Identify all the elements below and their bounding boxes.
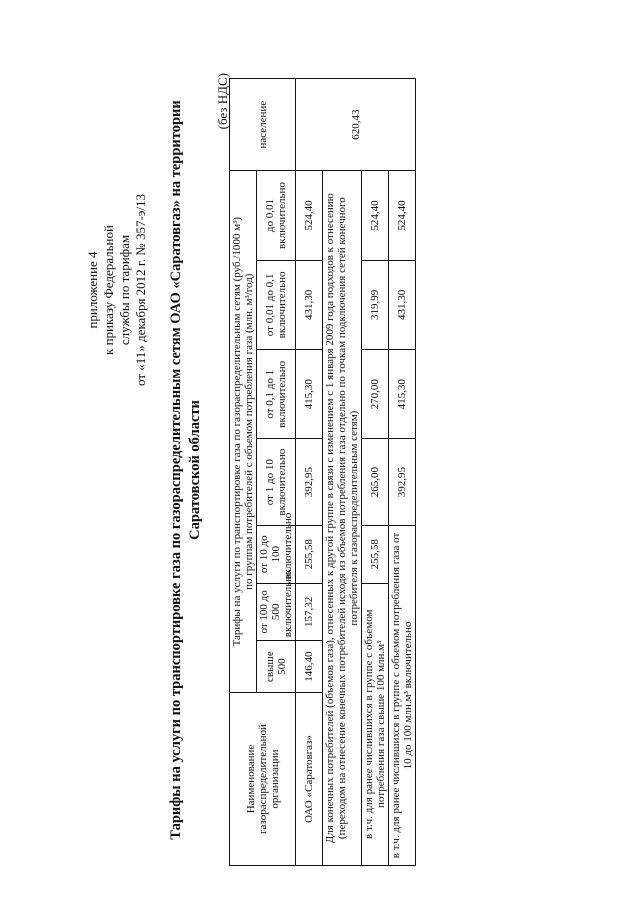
tariff-value: 265,00 xyxy=(362,439,389,525)
title-line: Саратовской области xyxy=(187,400,203,540)
header-population-cell: население xyxy=(230,79,296,171)
header-row xyxy=(230,79,257,866)
org-name-cell: ОАО «Саратовгаз» xyxy=(296,693,323,866)
document-title xyxy=(167,70,205,870)
group-header: от 10 до 100 включительно xyxy=(257,525,296,583)
tariff-value: 255,58 xyxy=(362,525,389,583)
org-row xyxy=(296,79,323,866)
tariff-value: 524,40 xyxy=(362,171,389,260)
group-header: до 0,01 включительно xyxy=(257,171,296,260)
tariff-value: 524,40 xyxy=(296,171,323,260)
population-value: 620,43 xyxy=(296,79,416,171)
tariff-value: 392,95 xyxy=(296,439,323,525)
header-tariffs-cell xyxy=(230,171,257,693)
tariff-value: 319,99 xyxy=(362,260,389,349)
appendix-line: приложение 4 xyxy=(85,251,100,329)
header-tariffs-line: Тарифы на услуги по транспортировке газа по газораспределительным сетям (руб./1000 м³) xyxy=(231,216,243,647)
header-tariffs-line: по группам потребителей с объемом потребления газа (млн. м³/год) xyxy=(243,273,255,590)
sub-row-label: в т.ч. для ранее числившихся в группе с объемом потребления газа от 10 до 100 млн.м³ включительно xyxy=(389,525,416,865)
rotated-content xyxy=(85,70,555,870)
group-header: от 100 до 500 включительно xyxy=(257,583,296,641)
tariff-table xyxy=(229,78,416,866)
tariff-value: 392,95 xyxy=(389,439,416,525)
tariff-value: 270,00 xyxy=(362,350,389,439)
tariff-value: 431,30 xyxy=(296,260,323,349)
tariff-value: 146,40 xyxy=(296,641,323,693)
sub-row-over-100 xyxy=(362,79,389,866)
sub-row-10-100 xyxy=(389,79,416,866)
tariff-value: 255,58 xyxy=(296,525,323,583)
vat-note: (без НДС) xyxy=(215,73,230,130)
appendix-line: от «11» декабря 2012 г. № 357-э/13 xyxy=(133,194,148,386)
appendix-line: к приказу Федеральной xyxy=(101,225,116,355)
tariff-value: 415,30 xyxy=(296,350,323,439)
header-org-cell: Наименование газораспределительной организации xyxy=(230,693,296,866)
note-row xyxy=(323,79,362,866)
title-line: Тарифы на услуги по транспортировке газа по газораспределительным сетям ОАО «Саратовгаз» на территории xyxy=(168,100,184,840)
group-header: свыше 500 xyxy=(257,641,296,693)
group-header: от 0,1 до 1 включительно xyxy=(257,350,296,439)
appendix-line: службы по тарифам xyxy=(117,234,132,346)
group-header: от 1 до 10 включительно xyxy=(257,439,296,525)
tariff-value: 157,32 xyxy=(296,583,323,641)
appendix-reference xyxy=(85,160,149,420)
tariff-value: 524,40 xyxy=(389,171,416,260)
tariff-value: 431,30 xyxy=(389,260,416,349)
tariff-value: 415,30 xyxy=(389,350,416,439)
group-header: от 0,01 до 0,1 включительно xyxy=(257,260,296,349)
sub-row-label: в т.ч. для ранее числившихся в группе с объемом потребления газа свыше 100 млн.м³ xyxy=(362,583,389,865)
regrouping-note: Для конечных потребителей (объемов газа), отнесенных к другой группе в связи с изменением с 1 января 2009 года подходов к отнесению (переходом на отнесение конечных потребителей исходя из объемов потребления газа отдельно по точкам подключения сетей конечного потребителя к газораспределительным сетям) xyxy=(323,171,362,866)
